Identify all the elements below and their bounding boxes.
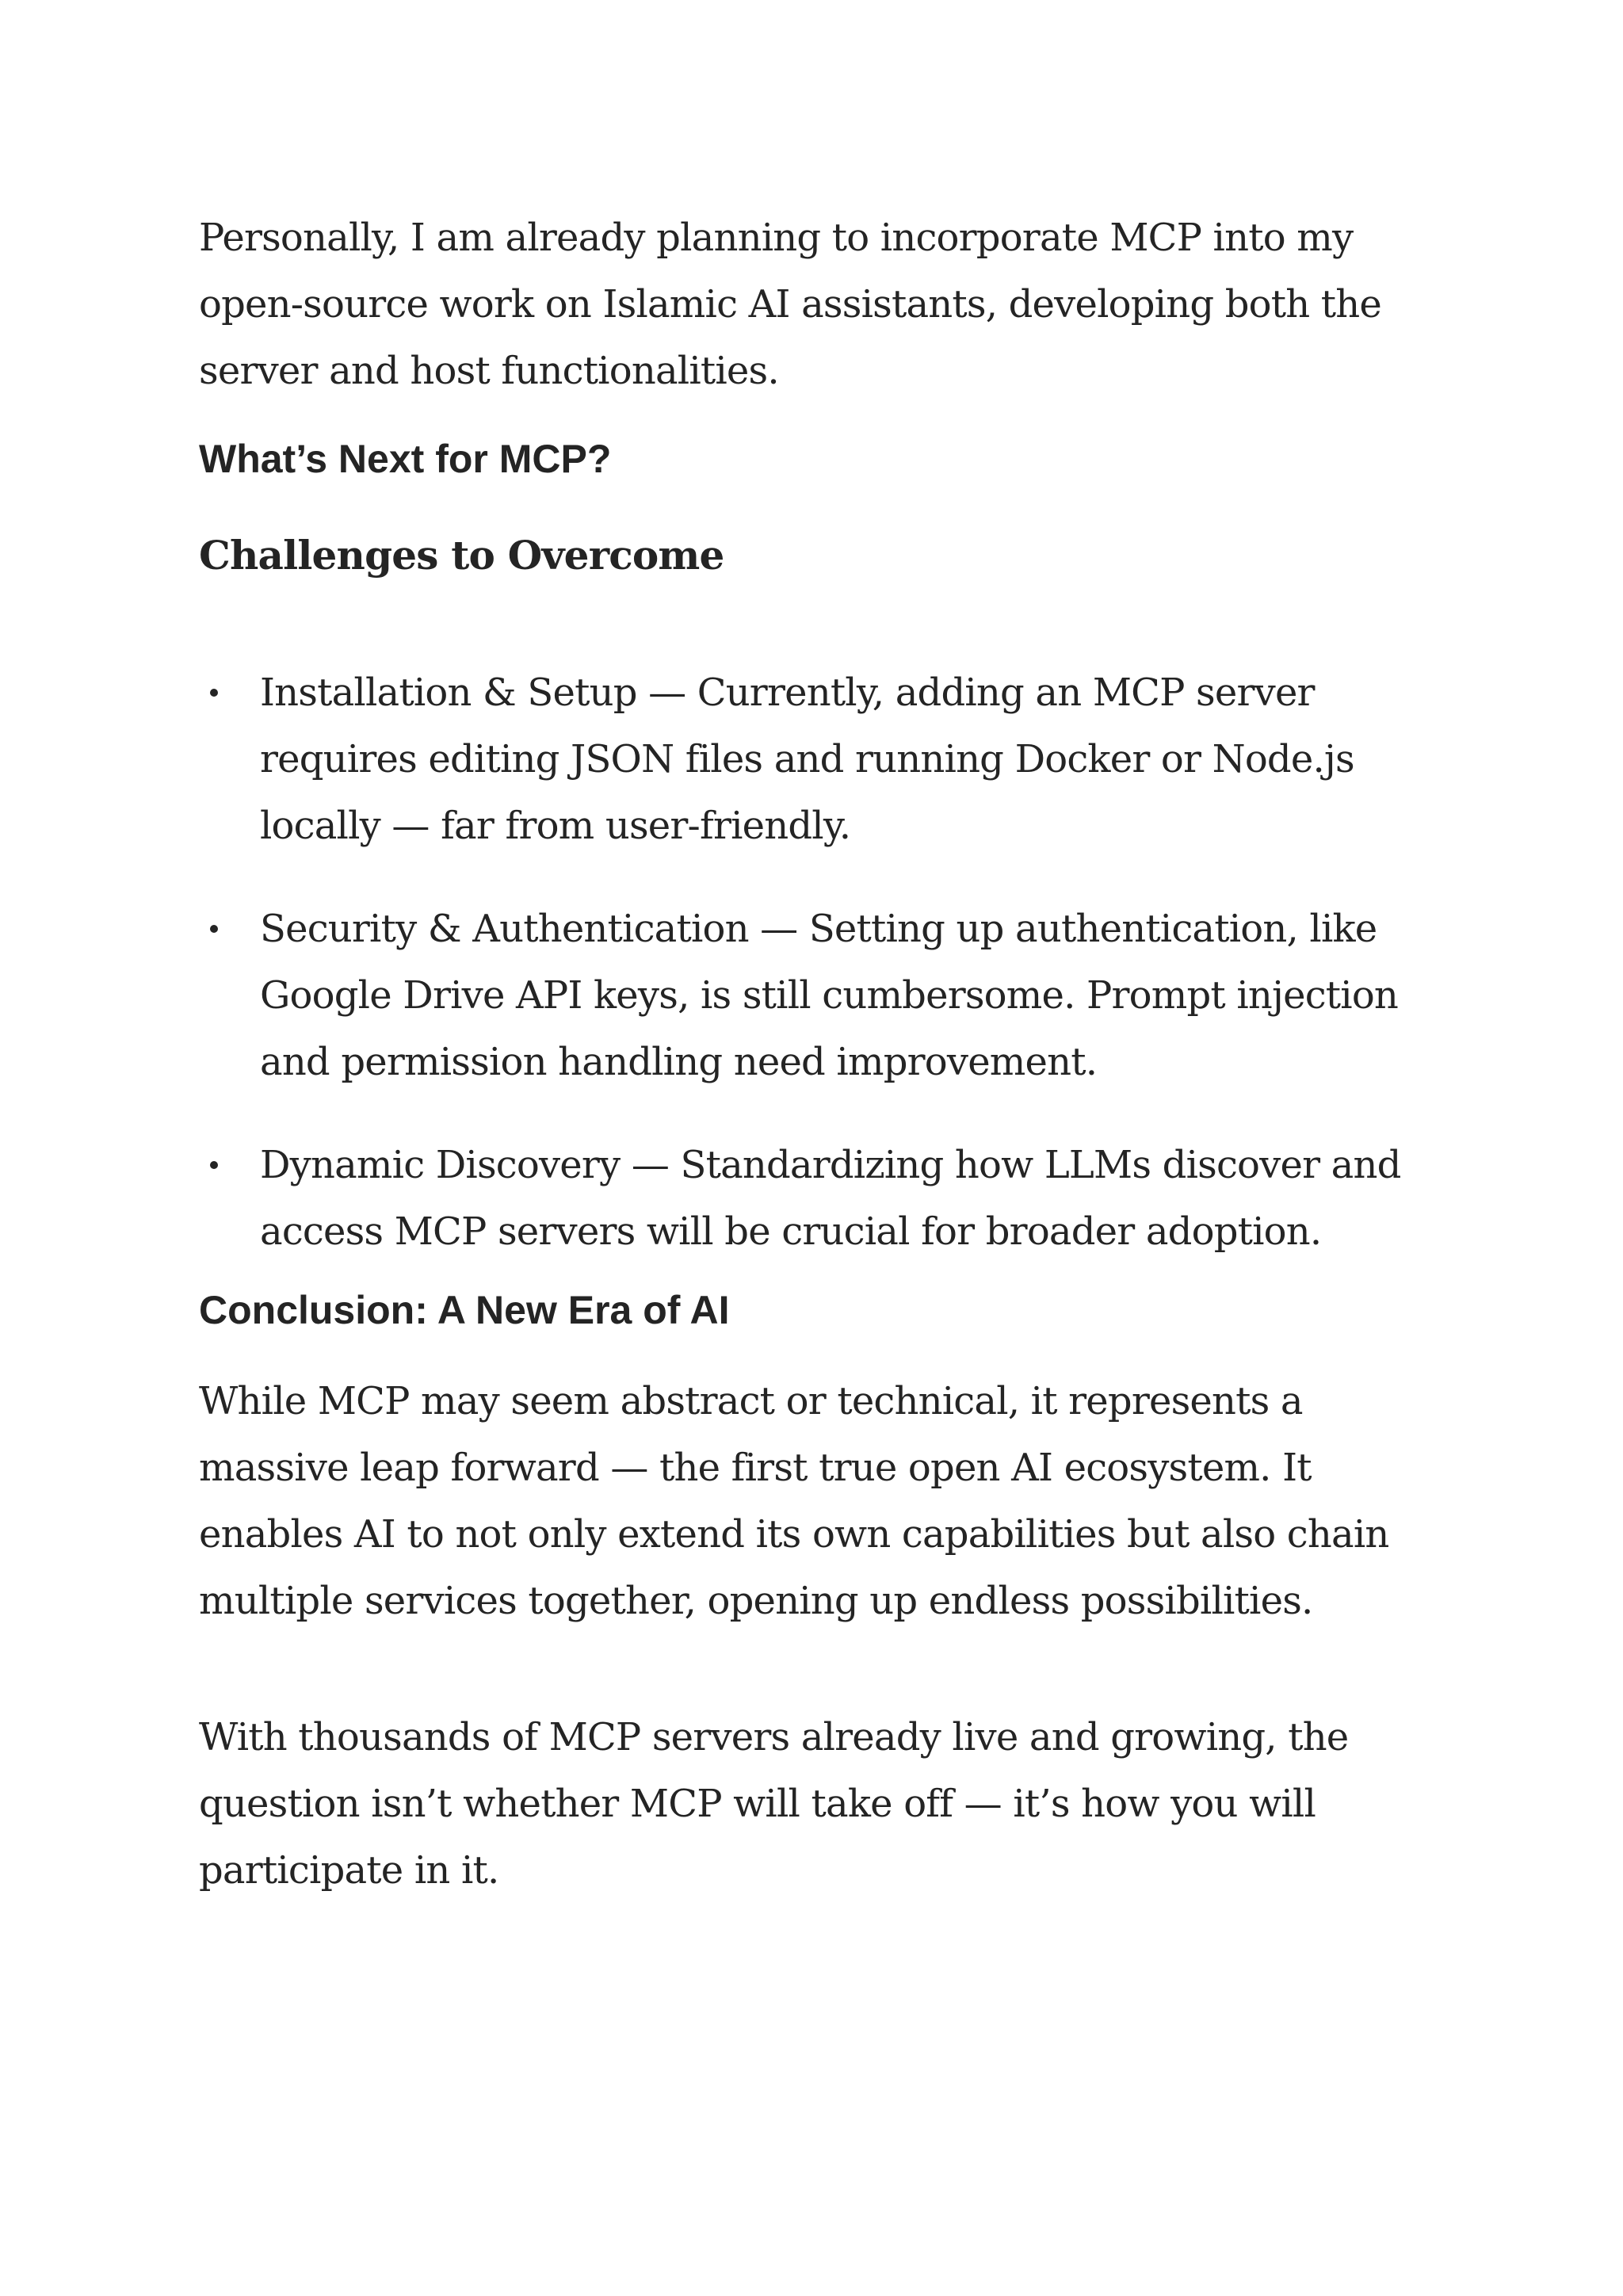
challenges-subheading: Challenges to Overcome [199, 532, 724, 579]
list-item-text: Security & Authentication — Setting up authentication, like Google Drive API keys, is still cumbersome. Prompt injection and permission handling need improvement. [260, 907, 1399, 1084]
list-item [199, 659, 1459, 859]
bullet-icon [210, 1161, 218, 1169]
list-item [199, 1132, 1459, 1265]
challenges-list [199, 659, 1459, 1265]
bullet-icon [210, 925, 218, 933]
article-body [199, 204, 1459, 1904]
conclusion-paragraph: With thousands of MCP servers already live and growing, the question isn’t whether MCP will take off — it’s how you will participate in it. [199, 1715, 1349, 1893]
list-item [199, 896, 1459, 1095]
list-item-text: Installation & Setup — Currently, adding an MCP server requires editing JSON files and running Docker or Node.js locally — far from user-friendly. [260, 670, 1354, 848]
bullet-icon [210, 689, 218, 697]
section-heading: What’s Next for MCP? [199, 437, 612, 481]
list-item-text: Dynamic Discovery — Standardizing how LLMs discover and access MCP servers will be crucial for broader adoption. [260, 1143, 1401, 1254]
conclusion-heading: Conclusion: A New Era of AI [199, 1288, 730, 1332]
intro-paragraph: Personally, I am already planning to incorporate MCP into my open-source work on Islamic AI assistants, developing both the server and host functionalities. [199, 216, 1382, 393]
conclusion-paragraph: While MCP may seem abstract or technical, it represents a massive leap forward — the first true open AI ecosystem. It enables AI to not only extend its own capabilities but also chain multiple services together, opening up endless possibilities. [199, 1379, 1389, 1623]
